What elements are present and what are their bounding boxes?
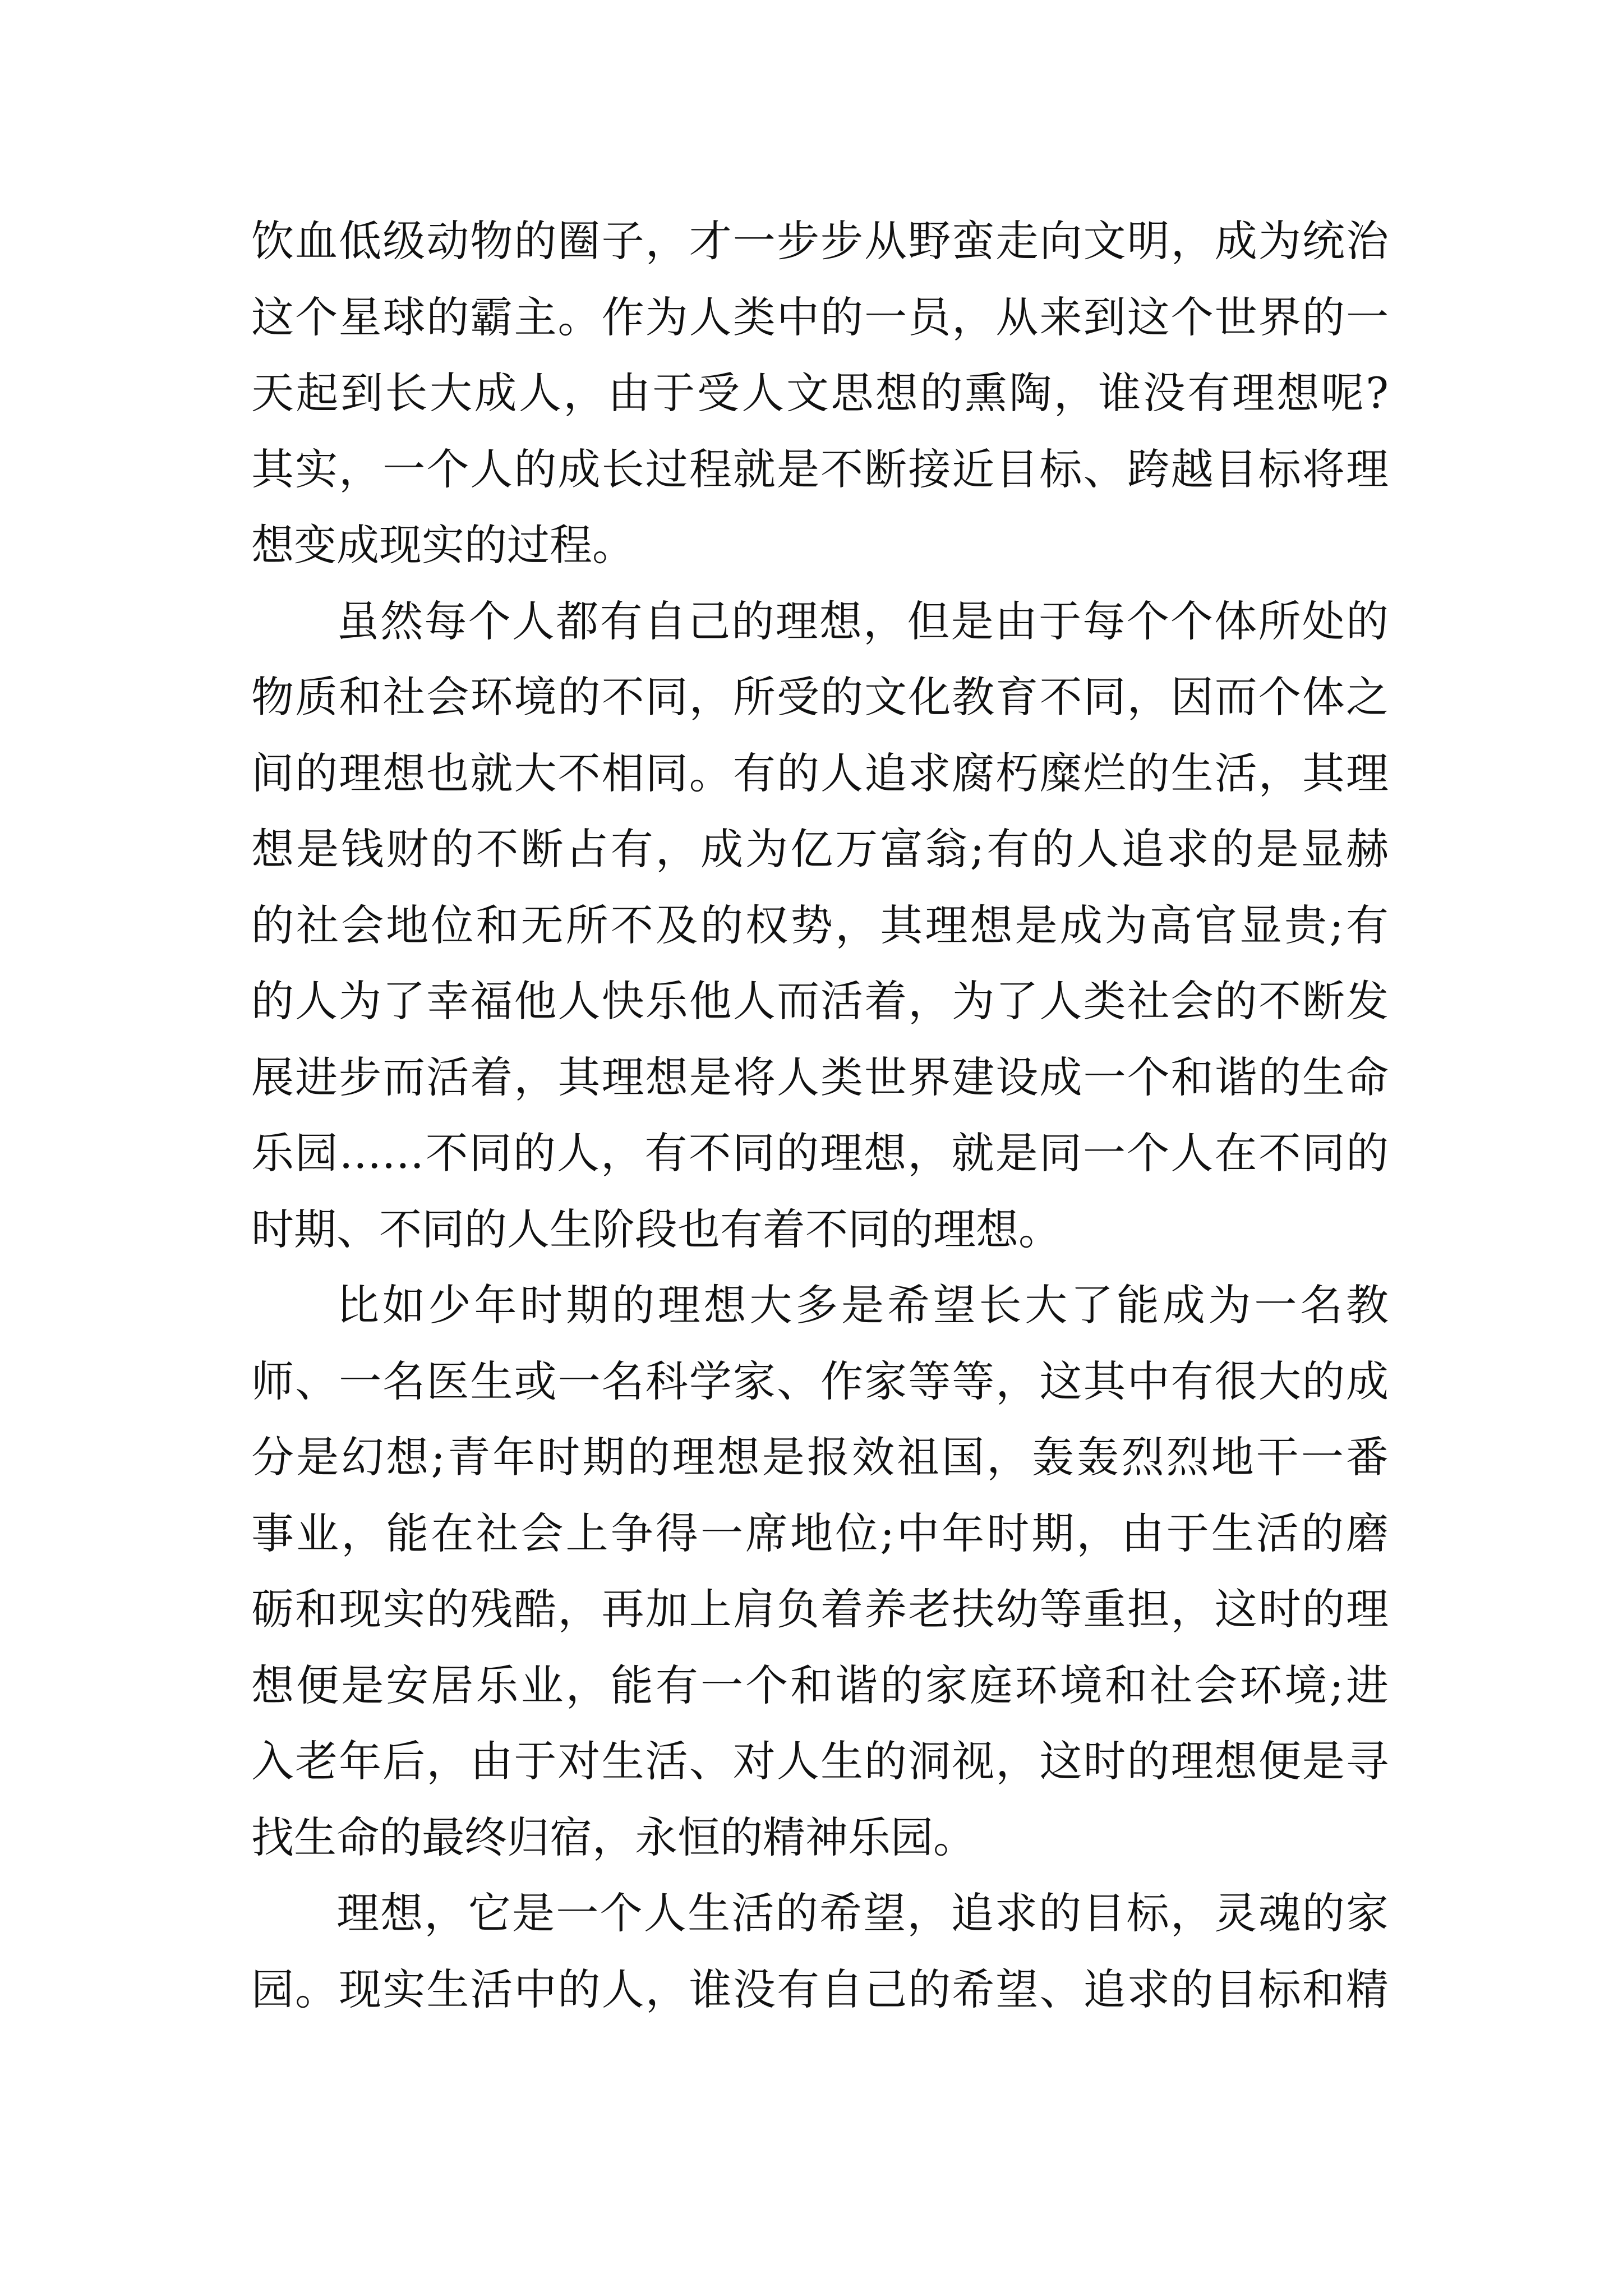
paragraph <box>251 1267 1389 1875</box>
text-line: 间的理想也就大不相同。有的人追求腐朽糜烂的生活，其理 <box>251 748 1389 798</box>
text-line: 师、一名医生或一名科学家、作家等等，这其中有很大的成 <box>251 1356 1389 1406</box>
text-line: 展进步而活着，其理想是将人类世界建设成一个和谐的生命 <box>251 1052 1389 1102</box>
text-line: 时期、不同的人生阶段也有着不同的理想。 <box>251 1204 1061 1254</box>
text-line: 想是钱财的不断占有，成为亿万富翁;有的人追求的是显赫 <box>251 824 1389 874</box>
text-line: 想便是安居乐业，能有一个和谐的家庭环境和社会环境;进 <box>251 1660 1389 1710</box>
text-line: 事业，能在社会上争得一席地位;中年时期，由于生活的磨 <box>251 1508 1389 1558</box>
text-line: 天起到长大成人，由于受人文思想的熏陶，谁没有理想呢? <box>251 368 1389 418</box>
text-line: 的人为了幸福他人快乐他人而活着，为了人类社会的不断发 <box>251 976 1389 1026</box>
text-line: 的社会地位和无所不及的权势，其理想是成为高官显贵;有 <box>251 900 1389 950</box>
text-line: 分是幻想;青年时期的理想是报效祖国，轰轰烈烈地干一番 <box>251 1432 1389 1482</box>
paragraph <box>251 1875 1389 2027</box>
text-line: 入老年后，由于对生活、对人生的洞视，这时的理想便是寻 <box>251 1736 1389 1786</box>
text-line: 想变成现实的过程。 <box>251 520 635 570</box>
paragraph <box>251 203 1389 583</box>
text-line: 找生命的最终归宿，永恒的精神乐园。 <box>251 1812 976 1862</box>
paragraph <box>251 583 1389 1268</box>
document-body <box>251 203 1389 2027</box>
text-line: 这个星球的霸主。作为人类中的一员，从来到这个世界的一 <box>251 292 1389 342</box>
text-line: 饮血低级动物的圈子，才一步步从野蛮走向文明，成为统治 <box>251 216 1389 266</box>
text-line: 物质和社会环境的不同，所受的文化教育不同，因而个体之 <box>251 672 1389 722</box>
text-line: 其实，一个人的成长过程就是不断接近目标、跨越目标将理 <box>251 444 1389 494</box>
text-line: 理想，它是一个人生活的希望，追求的目标，灵魂的家 <box>336 1888 1389 1938</box>
text-line: 比如少年时期的理想大多是希望长大了能成为一名教 <box>336 1280 1389 1330</box>
text-line: 虽然每个人都有自己的理想，但是由于每个个体所处的 <box>336 596 1389 646</box>
text-line: 砺和现实的残酷，再加上肩负着养老扶幼等重担，这时的理 <box>251 1584 1389 1634</box>
text-line: 园。现实生活中的人，谁没有自己的希望、追求的目标和精 <box>251 1964 1389 2014</box>
text-line: 乐园……不同的人，有不同的理想，就是同一个人在不同的 <box>251 1128 1389 1178</box>
